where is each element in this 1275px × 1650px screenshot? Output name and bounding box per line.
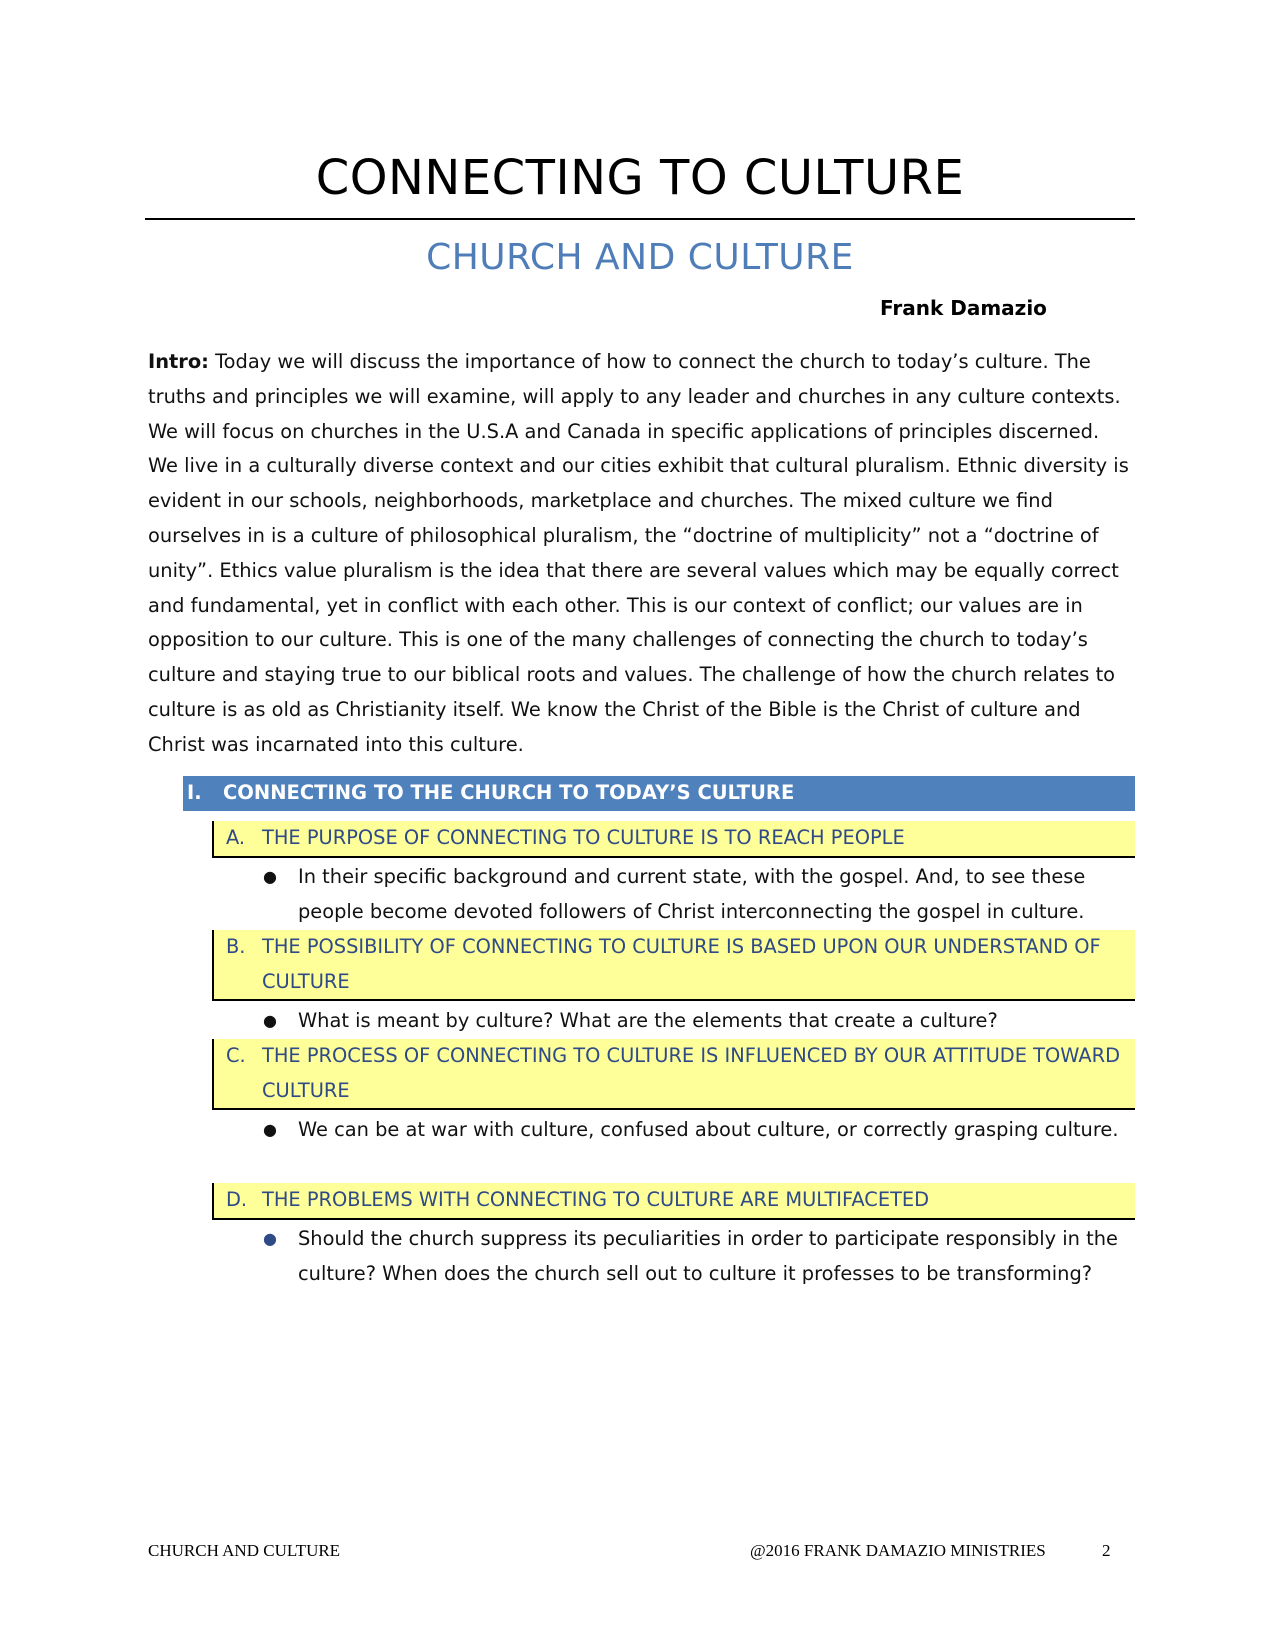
list-item <box>255 860 1135 930</box>
bullet-icon: ● <box>263 1120 277 1139</box>
intro-text: Today we will discuss the importance of how to connect the church to today’s culture. The truths and principles we will examine, will apply to any leader and churches in any culture contexts. We will focus on churches in the U.S.A and Canada in specific applications of principles discerned. We live in a culturally diverse context and our cities exhibit that cultural pluralism. Ethnic diversity is evident in our schools, neighborhoods, marketplace and churches. The mixed culture we find ourselves in is a culture of philosophical pluralism, the “doctrine of multiplicity” not a “doctrine of unity”. Ethics value pluralism is the idea that there are several values which may be equally correct and fundamental, yet in conflict with each other. This is our context of conflict; our values are in opposition to our culture. This is one of the many challenges of connecting the church to today’s culture and staying true to our biblical roots and values. The challenge of how the church relates to culture is as old as Christianity itself. We know the Christ of the Bible is the Christ of culture and Christ was incarnated into this culture. <box>148 350 1129 756</box>
list-item <box>255 1113 1135 1183</box>
subsection-letter: C. <box>226 1044 246 1067</box>
section-heading-bar <box>183 776 1135 811</box>
list-item <box>255 1004 1135 1039</box>
intro-paragraph <box>148 345 1133 763</box>
intro-label: Intro: <box>148 350 209 373</box>
subsection-letter: A. <box>226 826 246 849</box>
page-subtitle: CHURCH AND CULTURE <box>426 237 854 278</box>
subsection-title: THE PROCESS OF CONNECTING TO CULTURE IS INFLUENCED BY OUR ATTITUDE TOWARD CULTURE <box>262 1044 1121 1102</box>
bullet-text: In their specific background and current state, with the gospel. And, to see these people become devoted followers of Christ interconnecting the gospel in culture. <box>298 865 1086 923</box>
list-item <box>255 1222 1135 1327</box>
subsection-letter: D. <box>226 1188 248 1211</box>
footer-copyright: @2016 FRANK DAMAZIO MINISTRIES <box>750 1541 1046 1560</box>
bullet-text: Should the church suppress its peculiarities in order to participate responsibly in the culture? When does the church sell out to culture it professes to be transforming? <box>298 1227 1118 1285</box>
bullet-icon: ● <box>263 1229 277 1248</box>
bullet-text: What is meant by culture? What are the elements that create a culture? <box>298 1009 998 1032</box>
subsection-d-heading <box>212 1183 1135 1220</box>
bullet-icon: ● <box>263 1011 277 1030</box>
subsection-a-heading <box>212 821 1135 858</box>
footer-document-title: CHURCH AND CULTURE <box>148 1541 341 1560</box>
bullet-icon: ● <box>263 867 277 886</box>
section-number: I. <box>187 781 202 804</box>
subsection-title: THE PURPOSE OF CONNECTING TO CULTURE IS TO REACH PEOPLE <box>262 826 905 849</box>
section-heading: CONNECTING TO THE CHURCH TO TODAY’S CULTURE <box>223 781 795 804</box>
author-name: Frank Damazio <box>880 296 1047 320</box>
page-title: CONNECTING TO CULTURE <box>315 150 965 206</box>
page-number: 2 <box>1102 1541 1111 1560</box>
subsection-title: THE PROBLEMS WITH CONNECTING TO CULTURE ARE MULTIFACETED <box>262 1188 930 1211</box>
title-divider <box>145 218 1135 220</box>
subsection-letter: B. <box>226 935 246 958</box>
subsection-b-heading <box>212 930 1135 1001</box>
subsection-title: THE POSSIBILITY OF CONNECTING TO CULTURE IS BASED UPON OUR UNDERSTAND OF CULTURE <box>262 935 1101 993</box>
bullet-text: We can be at war with culture, confused about culture, or correctly grasping culture. <box>298 1118 1119 1141</box>
subsection-c-heading <box>212 1039 1135 1110</box>
